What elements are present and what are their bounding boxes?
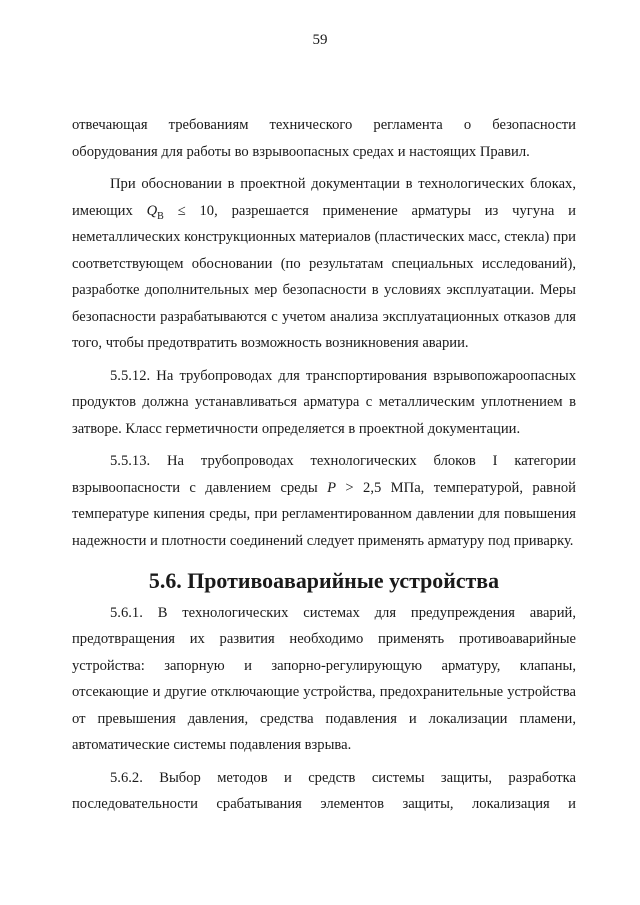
page-number: 59 [312, 32, 328, 48]
paragraph-5-6-2: 5.6.2. Выбор методов и средств системы защиты, разработка последовательности срабатывания элементов защиты, локализация и [72, 769, 576, 812]
paragraph-text: ≤ 10, разрешается применение арматуры из чугуна и неметаллических конструкционных материалов (пластических масс, стекла) при соответствующем обосновании (по результатам специальных исследований), разработке дополнительных мер безопасности в условиях эксплуатации. Меры безопасности разрабатываются с учетом анализа эксплуатационных отказов для того, чтобы предотвратить возможность возникновения аварии. [72, 202, 576, 351]
paragraph-5-6-1: 5.6.1. В технологических системах для предупреждения аварий, предотвращения их развития необходимо применять противоаварийные устройства: запорную и запорно-регулирующую арматуру, клапаны, отсекающие и другие отключающие устройства, предохранительные устройства от превышения давления, средства подавления и локализации пламени, автоматические системы подавления взрыва. [72, 604, 576, 753]
symbol-q-subscript: В [157, 210, 164, 222]
symbol-q: Q [146, 202, 158, 219]
paragraph-text: При обосновании в проектной документации в технологических блоках, имеющих [72, 176, 576, 219]
symbol-p: P [327, 479, 337, 496]
paragraph-text: > 2,5 МПа, температурой, равной температуре кипения среды, при регламентированном давлении для повышения надежности и плотности соединений следует применять арматуру под приварку. [72, 479, 576, 549]
paragraph-text: 5.5.13. На трубопроводах технологических блоков I категории взрывоопасности с давлением среды [72, 453, 576, 496]
section-heading: 5.6. Противоаварийные устройства [148, 568, 500, 593]
paragraph-5-5-13 [72, 448, 576, 554]
paragraph-5-5-12: 5.5.12. На трубопроводах для транспортирования взрывопожароопасных продуктов должна устанавливаться арматура с металлическим уплотнением в затворе. Класс герметичности определяется в проектной документации. [72, 367, 576, 437]
paragraph-continuation: отвечающая требованиям технического регламента о безопасности оборудования для работы во взрывоопасных средах и настоящих Правил. [72, 117, 576, 160]
document-body [72, 112, 576, 818]
paragraph-cast-iron-valves [72, 171, 576, 357]
